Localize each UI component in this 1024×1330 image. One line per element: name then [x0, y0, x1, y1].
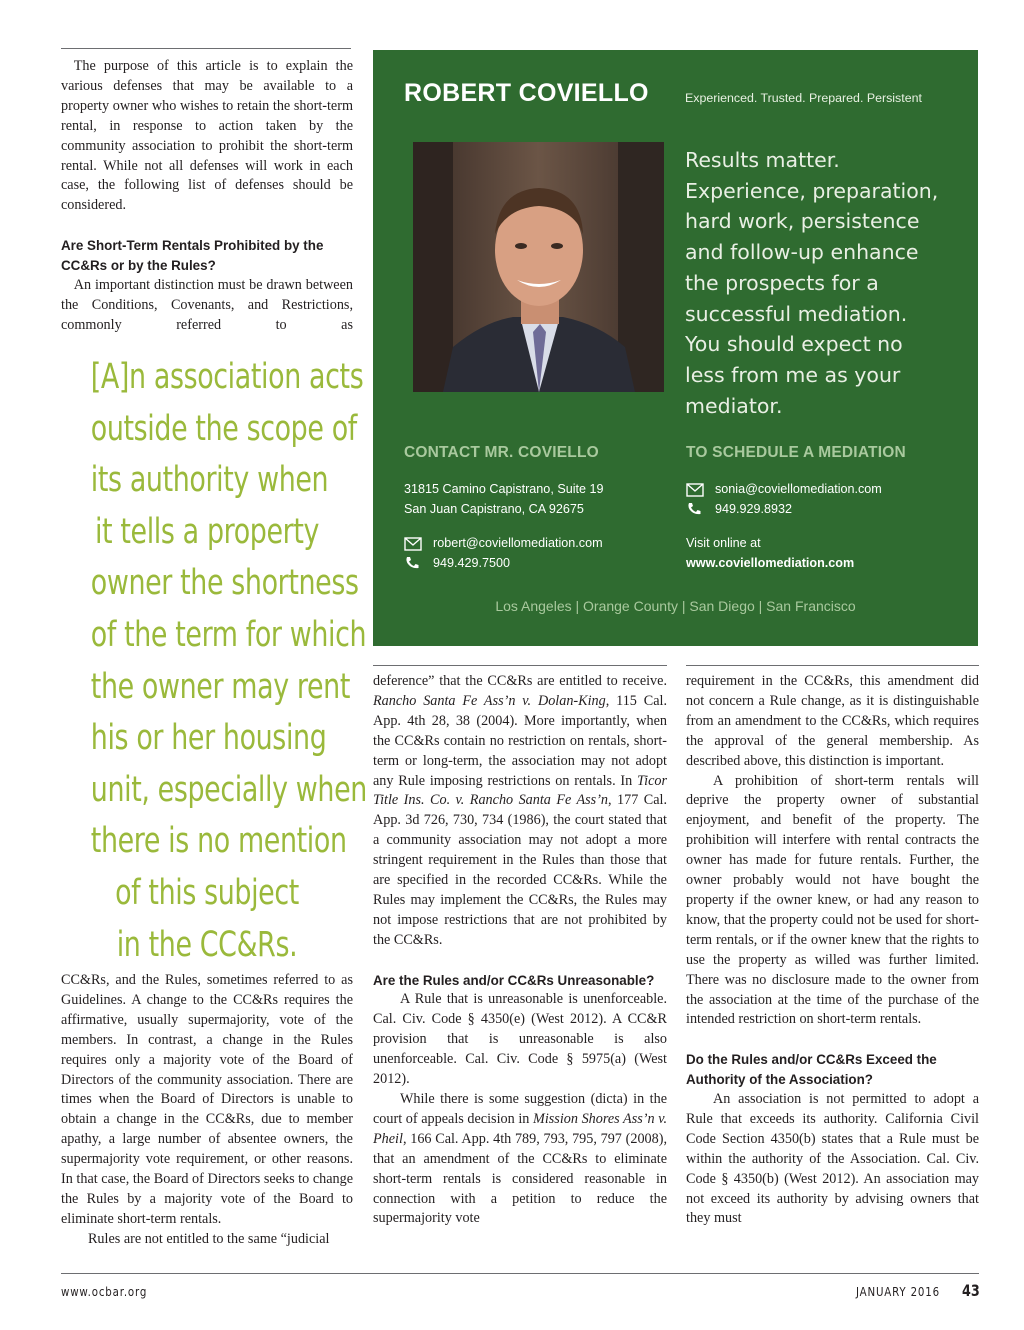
- ad-message-line: Results matter.: [685, 148, 840, 172]
- left-column-top: [61, 57, 353, 336]
- pull-quote-line: of the term for which: [90, 614, 367, 655]
- pull-quote-line: outside the scope of: [90, 408, 357, 449]
- mediator-advertisement: [373, 50, 978, 646]
- ad-website-block: [686, 534, 854, 573]
- ad-schedule-phone-row[interactable]: [686, 500, 882, 520]
- ad-message-line: the prospects for a: [685, 270, 879, 295]
- ad-address: [404, 480, 604, 519]
- ad-address-line2: San Juan Capistrano, CA 92675: [404, 501, 584, 516]
- intro-paragraph: The purpose of this article is to explain the various defenses that may be available to a property owner who wishes to retain the short-term rental, in response to action taken by the community association to prohibit the short-term rental. While not all defenses will work in each case, the following list of defenses should be considered.: [61, 58, 353, 214]
- pull-quote-line: of this subject: [115, 872, 299, 913]
- phone-icon: [686, 502, 704, 516]
- ad-message-line: mediator.: [685, 393, 783, 418]
- ad-tagline: Experienced. Trusted. Prepared. Persistent: [685, 91, 922, 105]
- pull-quote-line: its authority when: [90, 460, 329, 501]
- ad-message-line: hard work, persistence: [685, 209, 920, 234]
- ad-contact-phone[interactable]: 949.429.7500: [433, 555, 511, 570]
- footer-rule: [61, 1273, 979, 1274]
- ad-message-line: Experience, preparation,: [685, 178, 939, 203]
- page-number: 43: [962, 1281, 980, 1300]
- ad-message-line: successful mediation.: [685, 301, 908, 326]
- pull-quote-line: unit, especially when: [90, 769, 367, 810]
- right-column: [686, 672, 979, 1229]
- ad-website-link[interactable]: [686, 554, 854, 574]
- amendment-paragraph: requirement in the CC&Rs, this amendment did not concern a Rule change, as it is distinguishable from an amendment to the CC&Rs, which requires the approval of the general membership. As described above, this distinction is important.: [686, 673, 979, 769]
- case-citation: Mission Shores Ass’n v. Pheil: [373, 1110, 668, 1147]
- pull-quote: [90, 352, 367, 971]
- ad-message-line: and follow-up enhance: [685, 240, 919, 265]
- ad-contact-email[interactable]: robert@coviellomediation.com: [433, 536, 603, 550]
- right-column-rule: [686, 665, 979, 666]
- pull-quote-line: [A]n association acts: [90, 357, 364, 397]
- pull-quote-line: it tells a property: [94, 511, 320, 552]
- unreasonable-paragraph: A Rule that is unreasonable is unenforceable. Cal. Civ. Code § 4350(e) (West 2012). A CC&R provision that is unreasonable is also unenforceable. Cal. Civ. Code § 5975(a) (West 2012).: [373, 991, 667, 1088]
- authority-paragraph: An association is not permitted to adopt a Rule that exceeds its authority. California Civil Code Section 4350(b) states that a Rule must be within the authority of the Association. Cal. Civ. Code § 4350(b) (West 2012). An association may not exceed its authority by advising owners that they must: [686, 1091, 979, 1227]
- ad-visit-label: Visit online at: [686, 536, 761, 550]
- pull-quote-line: the owner may rent: [90, 666, 350, 707]
- pull-quote-line: his or her housing: [90, 718, 327, 759]
- judicial-deference-paragraph: deference” that the CC&Rs are entitled to receive. Rancho Santa Fe Ass’n v. Dolan-King, 115 Cal. App. 4th 28, 38 (2004). More importantly, when the CC&Rs contain no restriction on rentals, short-term or long-term, the association may not adopt any Rule imposing restrictions on rentals. In Ticor Title Ins. Co. v. Rancho Santa Fe Ass’n, 177 Cal. App. 3d 726, 730, 734 (1986), the court stated that a community association may not adopt a more stringent requirement in the Rules than those that are specified in the recorded CC&Rs. While the Rules may implement the CC&Rs, the Rules may not impose restrictions that are not prohibited by the CC&Rs.: [373, 673, 668, 948]
- email-icon: [686, 483, 704, 497]
- ad-message: [685, 145, 965, 421]
- case-citation: Rancho Santa Fe Ass’n v. Dolan-King: [373, 692, 606, 709]
- section-heading-unreasonable: Are the Rules and/or CC&Rs Unreasonable?: [373, 972, 655, 988]
- ad-cities: Los Angeles | Orange County | San Diego | San Francisco: [495, 598, 856, 614]
- ad-contact-phone-row[interactable]: [404, 554, 603, 574]
- prohibition-paragraph: A prohibition of short-term rentals will deprive the property owner of substantial enjoyment, and benefit of the property. The prohibition will interfere with rental contracts the owner has made for future rentals. Further, the owner probably would not have bought the property if the owner knew, or had any reason to know, that the property could not be used for short-term rentals, or if the owner knew that the rights to use the property as willed was further limited. There was no disclosure made to the owner from the association at the time of the purchase of the intended restriction on short-term rentals.: [686, 772, 979, 1028]
- section-heading-prohibited: Are Short-Term Rentals Prohibited by the CC&Rs or by the Rules?: [61, 238, 324, 274]
- ad-message-line: You should expect no: [685, 332, 903, 357]
- middle-column-rule: [373, 665, 667, 666]
- left-column-bottom: [61, 971, 353, 1250]
- ad-schedule-heading: TO SCHEDULE A MEDIATION: [686, 444, 906, 461]
- mediator-portrait: [413, 142, 664, 392]
- pull-quote-line: owner the shortness: [90, 563, 359, 604]
- ad-name: ROBERT COVIELLO: [404, 79, 649, 107]
- ad-contact-heading: CONTACT MR. COVIELLO: [404, 444, 599, 461]
- ad-website[interactable]: www.coviellomediation.com: [686, 555, 855, 570]
- footer-issue-date: JANUARY 2016: [856, 1284, 940, 1299]
- ad-message-line: less from me as your: [685, 362, 901, 387]
- portrait-illustration: [413, 142, 664, 392]
- ad-schedule-email[interactable]: sonia@coviellomediation.com: [715, 482, 882, 496]
- phone-icon: [404, 556, 422, 570]
- section-heading-authority: Do the Rules and/or CC&Rs Exceed the Authority of the Association?: [686, 1052, 937, 1088]
- rules-judicial-paragraph: Rules are not entitled to the same “judicial: [87, 1230, 330, 1247]
- ad-schedule-phone[interactable]: 949.929.8932: [715, 501, 793, 516]
- email-icon: [404, 537, 422, 551]
- case-citation: Ticor Title Ins. Co. v. Rancho Santa Fe Ass’n: [373, 772, 667, 809]
- ad-contact-email-row[interactable]: [404, 534, 603, 554]
- ad-schedule-details: [686, 480, 882, 519]
- top-rule: [61, 48, 351, 49]
- distinction-paragraph-start: An important distinction must be drawn between the Conditions, Covenants, and Restrictions, commonly referred to as: [61, 276, 353, 333]
- ad-address-line1: 31815 Camino Capistrano, Suite 19: [404, 482, 604, 496]
- pull-quote-line: there is no mention: [90, 821, 347, 862]
- ad-contact-details: [404, 534, 603, 573]
- pull-quote-line: in the CC&Rs.: [116, 924, 298, 965]
- ad-schedule-email-row[interactable]: [686, 480, 882, 500]
- dicta-paragraph: While there is some suggestion (dicta) in the court of appeals decision in Mission Shores Ass’n v. Pheil, 166 Cal. App. 4th 789, 793, 795, 797 (2008), that an amendment of the CC&Rs to eliminate short-term rentals is considered reasonable in connection with a petition to reduce the supermajority vote: [373, 1091, 668, 1227]
- middle-column: [373, 672, 667, 1229]
- footer-website[interactable]: www.ocbar.org: [61, 1284, 148, 1299]
- ccrs-rules-paragraph: CC&Rs, and the Rules, sometimes referred to as Guidelines. A change to the CC&Rs requires the affirmative, usually supermajority, vote of the members. In contrast, a change in the Rules requires only a majority vote of the Board of Directors of the community association. There are times when the Board of Directors is unable to obtain a change in the CC&Rs, due to member apathy, a large number of absentee owners, the supermajority vote requirement, or other reasons. In that case, the Board of Directors seeks to change the Rules by a majority vote of the Board to eliminate short-term rentals.: [61, 972, 353, 1227]
